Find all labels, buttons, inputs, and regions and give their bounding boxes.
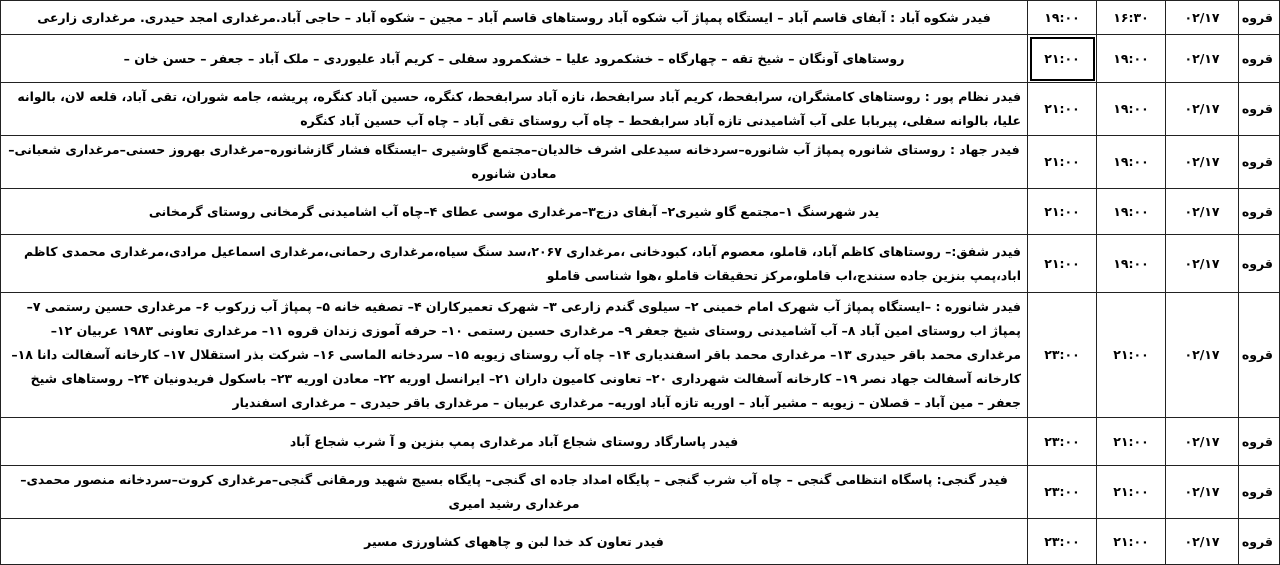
city-cell: قروه: [1239, 35, 1280, 83]
city-cell: قروه: [1239, 235, 1280, 293]
start-time-cell: ۲۱:۰۰: [1097, 466, 1166, 519]
table-row: [1, 189, 1280, 235]
end-time-cell: ۲۱:۰۰: [1028, 235, 1097, 293]
start-time-cell: ۱۹:۰۰: [1097, 136, 1166, 189]
start-time-cell: ۱۹:۰۰: [1097, 83, 1166, 136]
end-time-cell: ۱۹:۰۰: [1028, 1, 1097, 35]
city-cell: قروه: [1239, 466, 1280, 519]
table-row: [1, 136, 1280, 189]
start-time-cell: ۲۱:۰۰: [1097, 519, 1166, 565]
start-time-cell: ۲۱:۰۰: [1097, 418, 1166, 466]
end-time-cell: ۲۱:۰۰: [1028, 189, 1097, 235]
description-cell: یدر شهرسنگ ۱–مجتمع گاو شیری۲– آبفای دزج۳–مرغداری موسی عطای ۴–چاه آب اشامیدنی گرمخانی روستای گرمخانی: [1, 189, 1028, 235]
table-row: [1, 519, 1280, 565]
date-cell: ۰۲/۱۷: [1166, 1, 1239, 35]
description-cell: فیدر گنجی: پاسگاه انتظامی گنجی – چاه آب شرب گنجی – پایگاه امداد جاده ای گنجی– پایگاه بسیج شهید ورمقانی گنجی–مرغداری کروت–سردخانه منصور محمدی–مرغداری رشید امیری: [1, 466, 1028, 519]
table-row: [1, 466, 1280, 519]
description-cell: فیدر پاسارگاد روستای شجاع آباد مرغداری پمپ بنزین و آ شرب شجاع آباد: [1, 418, 1028, 466]
table-row: [1, 35, 1280, 83]
table-row: [1, 235, 1280, 293]
end-time-cell: ۲۳:۰۰: [1028, 519, 1097, 565]
table-row: [1, 1, 1280, 35]
end-time-cell: ۲۳:۰۰: [1028, 466, 1097, 519]
end-time-cell: ۲۳:۰۰: [1028, 293, 1097, 418]
start-time-cell: ۱۹:۰۰: [1097, 189, 1166, 235]
description-cell: فیدر تعاون کد خدا لبن و چاههای کشاورزی مسیر: [1, 519, 1028, 565]
end-time-cell: ۲۳:۰۰: [1028, 418, 1097, 466]
date-cell: ۰۲/۱۷: [1166, 418, 1239, 466]
city-cell: قروه: [1239, 136, 1280, 189]
date-cell: ۰۲/۱۷: [1166, 136, 1239, 189]
date-cell: ۰۲/۱۷: [1166, 466, 1239, 519]
end-time-cell: ۲۱:۰۰: [1028, 136, 1097, 189]
start-time-cell: ۱۶:۳۰: [1097, 1, 1166, 35]
city-cell: قروه: [1239, 1, 1280, 35]
table-row: [1, 83, 1280, 136]
date-cell: ۰۲/۱۷: [1166, 83, 1239, 136]
date-cell: ۰۲/۱۷: [1166, 35, 1239, 83]
start-time-cell: ۲۱:۰۰: [1097, 293, 1166, 418]
table-row: [1, 293, 1280, 418]
city-cell: قروه: [1239, 418, 1280, 466]
description-cell: فیدر شکوه آباد : آبفای قاسم آباد – ایستگاه پمپاژ آب شکوه آباد روستاهای قاسم آباد – مجین – شکوه آباد – حاجی آباد.مرغداری امجد حیدری. مرغداری زارعی: [1, 1, 1028, 35]
description-cell: فیدر نظام پور : روستاهای کامشگران، سرابفحط، کریم آباد سرابفحط، نازه آباد سرابفحط، کنگره، حسین آباد کنگره، پریشه، جامه شوران، تقی آباد، قلعه لان، بالوانه علیا، بالوانه سفلی، پیربابا علی آب آشامیدنی تازه آباد سرابفحط – چاه آب روستای تقی آباد – چاه آب حسین آباد کنگره: [1, 83, 1028, 136]
city-cell: قروه: [1239, 83, 1280, 136]
end-time-cell: ۲۱:۰۰: [1028, 35, 1097, 83]
description-cell: فیدر شانوره : –ایستگاه پمپاژ آب شهرک امام خمینی ۲– سیلوی گندم زارعی ۳– شهرک تعمیرکاران ۴– تصفیه خانه ۵– پمپاژ آب زرکوب ۶– مرغداری حسین رستمی ۷– پمپاژ اب روستای امین آباد ۸– آب آشامیدنی روستای شیخ جعفر ۹– مرغداری حسین رستمی ۱۰– حرفه آموزی زندان قروه ۱۱– مرغداری تعاونی ۱۹۸۳ عربیان ۱۲– مرغداری محمد باقر حیدری ۱۳– مرغداری محمد باقر اسفندیاری ۱۴– چاه آب روستای زیویه ۱۵– سردخانه الماسی ۱۶– شرکت بذر استقلال ۱۷– کارخانه آسفالت دانا ۱۸– کارخانه آسفالت جهاد نصر ۱۹– کارخانه آسفالت شهرداری ۲۰– تعاونی کامیون داران ۲۱– ایرانسل اوریه ۲۲– معادن اوریه ۲۳– باسکول فریدونیان ۲۴– روستاهای شیخ جعفر – مین آباد – قصلان – زیویه – مشیر آباد – اوریه تازه آباد اوریه– مرغداری عربیان – مرغداری باقر حیدری – مرغداری اسفندیار: [1, 293, 1028, 418]
table-row: [1, 418, 1280, 466]
start-time-cell: ۱۹:۰۰: [1097, 35, 1166, 83]
date-cell: ۰۲/۱۷: [1166, 293, 1239, 418]
city-cell: قروه: [1239, 189, 1280, 235]
description-cell: روستاهای آونگان – شیخ تقه – چهارگاه – خشکمرود علیا – خشکمرود سفلی – کریم آباد علیوردی – ملک آباد – جعفر – حسن خان –: [1, 35, 1028, 83]
description-cell: فیدر جهاد : روستای شانوره پمپاژ آب شانوره–سردخانه سیدعلی اشرف خالدیان–مجتمع گاوشیری –ایستگاه فشار گازشانوره–مرغداری بهروز حسنی–مرغداری شعبانی–معادن شانوره: [1, 136, 1028, 189]
date-cell: ۰۲/۱۷: [1166, 189, 1239, 235]
start-time-cell: ۱۹:۰۰: [1097, 235, 1166, 293]
date-cell: ۰۲/۱۷: [1166, 519, 1239, 565]
end-time-cell: ۲۱:۰۰: [1028, 83, 1097, 136]
city-cell: قروه: [1239, 293, 1280, 418]
date-cell: ۰۲/۱۷: [1166, 235, 1239, 293]
description-cell: فیدر شفق:– روستاهای کاظم آباد، قاملو، معصوم آباد، کبودخانی ،مرغداری ۲۰۶۷،سد سنگ سیاه،مرغداری رحمانی،مرغداری اسماعیل مرادی،مرغداری محمدی کاظم اباد،پمپ بنزین جاده سنندج،اب قاملو،مرکز تحقیقات قاملو ،هوا شناسی قاملو: [1, 235, 1028, 293]
city-cell: قروه: [1239, 519, 1280, 565]
